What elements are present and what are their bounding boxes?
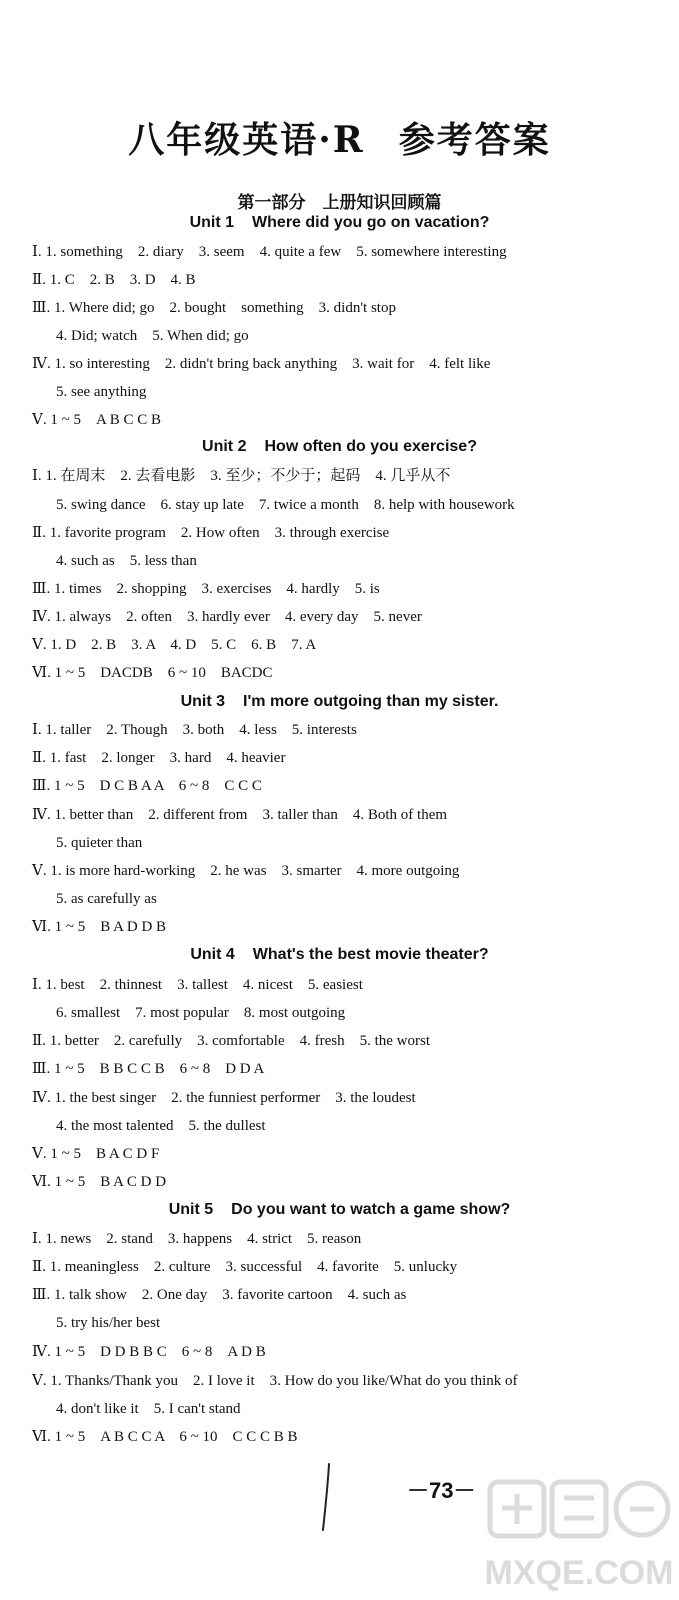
unit-title-text: How often do you exercise?: [264, 438, 477, 455]
answer-line: Ⅴ. 1. D 2. B 3. A 4. D 5. C 6. B 7. A: [32, 637, 317, 653]
answer-line: Ⅴ. 1. is more hard-working 2. he was 3. smarter 4. more outgoing: [32, 863, 460, 879]
pen-stroke-mark: [320, 1462, 332, 1532]
answer-line: Ⅳ. 1. so interesting 2. didn't bring back anything 3. wait for 4. felt like: [32, 356, 491, 372]
answer-line: Ⅰ. 1. 在周末 2. 去看电影 3. 至少；不少于；起码 4. 几乎从不: [32, 468, 451, 484]
answer-line: Ⅰ. 1. something 2. diary 3. seem 4. quite a few 5. somewhere interesting: [32, 244, 507, 260]
answer-line: 4. such as 5. less than: [56, 553, 197, 569]
answer-line: Ⅴ. 1 ~ 5 B A C D F: [32, 1146, 160, 1162]
unit-heading: [0, 438, 679, 456]
unit-title-text: What's the best movie theater?: [252, 946, 489, 963]
answer-line: 5. swing dance 6. stay up late 7. twice a month 8. help with housework: [56, 497, 515, 513]
answer-line: Ⅱ. 1. fast 2. longer 3. hard 4. heavier: [32, 750, 286, 766]
answer-line: Ⅴ. 1 ~ 5 A B C C B: [32, 412, 161, 428]
answer-line: 5. as carefully as: [56, 891, 157, 907]
unit-label: Unit 1: [189, 214, 235, 231]
answer-line: 4. Did; watch 5. When did; go: [56, 328, 249, 344]
answer-line: Ⅵ. 1 ~ 5 B A D D B: [32, 919, 167, 935]
answer-line: Ⅰ. 1. news 2. stand 3. happens 4. strict 5. reason: [32, 1231, 362, 1247]
answer-line: 4. don't like it 5. I can't stand: [56, 1401, 241, 1417]
page-title: [0, 112, 679, 163]
answer-line: Ⅰ. 1. best 2. thinnest 3. tallest 4. nicest 5. easiest: [32, 977, 363, 993]
unit-heading: [0, 693, 679, 711]
answer-line: Ⅴ. 1. Thanks/Thank you 2. I love it 3. How do you like/What do you think of: [32, 1373, 518, 1389]
section-title: 第一部分 上册知识回顾篇: [237, 193, 442, 213]
answer-line: 6. smallest 7. most popular 8. most outgoing: [56, 1005, 346, 1021]
answer-line: Ⅲ. 1. talk show 2. One day 3. favorite cartoon 4. such as: [32, 1287, 407, 1303]
unit-label: Unit 5: [168, 1201, 214, 1218]
title-right: 参考答案: [398, 119, 551, 161]
unit-title-text: I'm more outgoing than my sister.: [243, 693, 499, 710]
answer-line: Ⅱ. 1. C 2. B 3. D 4. B: [32, 272, 196, 288]
unit-label: Unit 2: [202, 438, 247, 455]
answer-line: 4. the most talented 5. the dullest: [56, 1118, 266, 1134]
answer-line: Ⅲ. 1 ~ 5 B B C C B 6 ~ 8 D D A: [32, 1061, 265, 1077]
answer-line: Ⅱ. 1. better 2. carefully 3. comfortable 4. fresh 5. the worst: [32, 1033, 430, 1049]
watermark-logo: [484, 1478, 674, 1596]
unit-heading: [0, 946, 679, 964]
answer-line: 5. try his/her best: [56, 1315, 161, 1331]
unit-label: Unit 4: [190, 946, 235, 963]
answer-line: Ⅳ. 1. better than 2. different from 3. taller than 4. Both of them: [32, 807, 448, 823]
answer-line: 5. quieter than: [56, 835, 143, 851]
unit-label: Unit 3: [180, 693, 226, 710]
page-number: －73－: [407, 1478, 476, 1503]
answer-line: Ⅳ. 1. the best singer 2. the funniest performer 3. the loudest: [32, 1090, 416, 1106]
answer-line: Ⅰ. 1. taller 2. Though 3. both 4. less 5. interests: [32, 722, 357, 738]
unit-heading: [0, 1201, 679, 1219]
answer-line: Ⅵ. 1 ~ 5 B A C D D: [32, 1174, 167, 1190]
answer-line: Ⅲ. 1 ~ 5 D C B A A 6 ~ 8 C C C: [32, 778, 262, 794]
unit-title-text: Where did you go on vacation?: [252, 214, 490, 231]
answer-line: Ⅵ. 1 ~ 5 DACDB 6 ~ 10 BACDC: [32, 665, 273, 681]
answer-line: Ⅱ. 1. favorite program 2. How often 3. through exercise: [32, 525, 390, 541]
answer-line: Ⅳ. 1 ~ 5 D D B B C 6 ~ 8 A D B: [32, 1344, 266, 1360]
unit-title-text: Do you want to watch a game show?: [231, 1201, 511, 1218]
answer-line: Ⅲ. 1. Where did; go 2. bought something 3. didn't stop: [32, 300, 396, 316]
answer-line: Ⅱ. 1. meaningless 2. culture 3. successful 4. favorite 5. unlucky: [32, 1259, 458, 1275]
answer-line: Ⅲ. 1. times 2. shopping 3. exercises 4. hardly 5. is: [32, 581, 380, 597]
unit-heading: [0, 214, 679, 232]
answer-line: Ⅵ. 1 ~ 5 A B C C A 6 ~ 10 C C C B B: [32, 1429, 298, 1445]
watermark-text: MXQE.COM: [484, 1554, 674, 1592]
answer-line: Ⅳ. 1. always 2. often 3. hardly ever 4. every day 5. never: [32, 609, 422, 625]
title-left: 八年级英语·R: [128, 119, 365, 161]
answer-line: 5. see anything: [56, 384, 147, 400]
